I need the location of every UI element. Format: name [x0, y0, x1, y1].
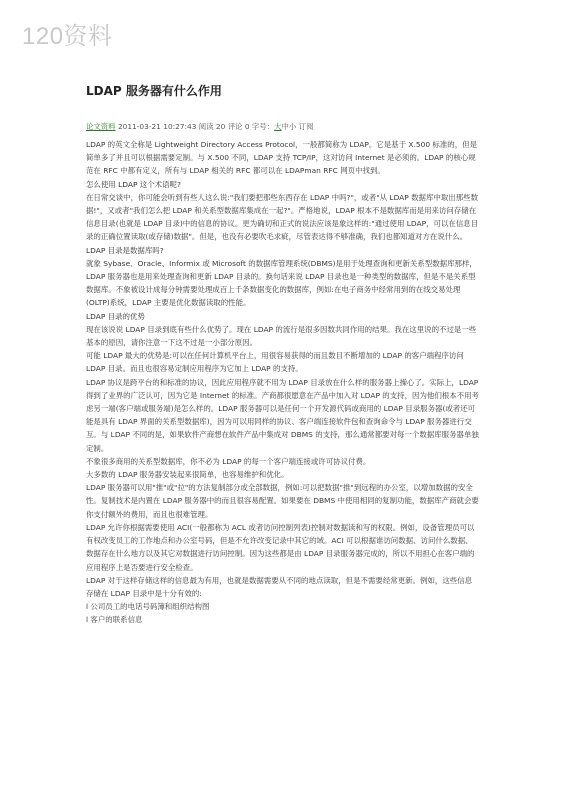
- list-item: l 公司员工的电话号码簿和组织结构图: [86, 602, 210, 612]
- read-count: 阅读 20: [198, 122, 226, 131]
- publish-datetime: 2011-03-21 10:27:43: [117, 122, 197, 131]
- list-item: l 客户的联系信息: [86, 615, 143, 625]
- paragraph: 大多数的 LDAP 服务器安装起来很简单，也容易维护和优化。: [86, 470, 289, 480]
- article-meta: [86, 121, 313, 132]
- section-heading: LDAP 目录是数据库吗?: [86, 245, 164, 255]
- watermark: 120资料: [22, 23, 113, 50]
- subscribe-link[interactable]: 订阅: [298, 122, 314, 131]
- font-size-label: 字号：: [251, 122, 275, 131]
- paragraph: LDAP 的英文全称是 Lightweight Directory Access Protocol，一般都简称为 LDAP。它是基于 X.500 标准的，但是简单多了并且可以根据需要定制。与 X.500 不同，LDAP 支持 TCP/IP，这对访问 Internet 是必须的。LDAP 的核心规范在 RFC 中都有定义，所有与 LDAP 相关的 RFC 都可以在 LDAPman RFC 网页中找到。: [86, 140, 478, 176]
- paragraph: LDAP 允许你根据需要使用 ACI(一般都称为 ACL 或者访问控制列表)控制对数据读和写的权限。例如，设备管理员可以有权改变员工的工作地点和办公室号码，但是不允许改变记录中其它的域。ACI 可以根据谁访问数据、访问什么数据、数据存在什么地方以及其它对数据进行访问控制。因为这些都是由 LDAP 目录服务器完成的，所以不用担心在客户端的应用程序上是否要进行安全检查。: [86, 522, 475, 572]
- font-size-large-link[interactable]: 大: [274, 122, 282, 131]
- paragraph: 在日常交谈中，你可能会听到有些人这么说:"我们要把那些东西存在 LDAP 中吗?"，或者"从 LDAP 数据库中取出那些数据!"，又或者"我们怎么把 LDAP 和关系型数据库集成在一起?"。严格地说，LDAP 根本不是数据库而是用来访问存储在信息目录(也就是 LDAP 目录)中的信息的协议。更为确切和正式的说法应该是象这样的:"通过使用 LDAP，可以在信息目录的正确位置读取(或存储)数据"。但是，也没有必要吹毛求疵，尽管表达得不够准确，我们也都知道对方在说什么。: [86, 192, 479, 242]
- font-size-medium-link[interactable]: 中: [281, 122, 289, 131]
- paragraph: 不象很多商用的关系型数据库，你不必为 LDAP 的每一个客户端连接或许可协议付费。: [86, 456, 371, 466]
- category-link[interactable]: 论文资料: [86, 122, 116, 131]
- font-size-small-link[interactable]: 小: [288, 122, 297, 131]
- paragraph: LDAP 服务器可以用"推"或"拉"的方法复制部分或全部数据，例如:可以把数据"推"到远程的办公室，以增加数据的安全性。复制技术是内置在 LDAP 服务器中的而且很容易配置。如果要在 DBMS 中使用相同的复制功能，数据库产商就会要你支付额外的费用，而且也很难管理。: [86, 483, 479, 519]
- paragraph: 就象 Sybase、Oracle、Informix 或 Microsoft 的数据库管理系统(DBMS)是用于处理查询和更新关系型数据库那样，LDAP 服务器也是用来处理查询和更新 LDAP 目录的。换句话来说 LDAP 目录也是一种类型的数据库，但是不是关系型数据库。不象被设计成每分钟需要处理成百上千条数据变化的数据库，例如:在电子商务中经常用到的在线交易处理(OLTP)系统，LDAP 主要是优化数据读取的性能。: [86, 258, 477, 308]
- paragraph: LDAP 对于这样存储这样的信息最为有用，也就是数据需要从不同的地点读取，但是不需要经常更新。例如，这些信息存储在 LDAP 目录中是十分有效的:: [86, 575, 473, 598]
- paragraph: LDAP 协议是跨平台的和标准的协议，因此应用程序就不用为 LDAP 目录放在什么样的服务器上操心了。实际上，LDAP 得到了业界的广泛认可，因为它是 Internet 的标准。产商都很愿意在产品中加入对 LDAP 的支持，因为他们根本不用考虑另一端(客户端或服务端)是怎么样的。LDAP 服务器可以是任何一个开发源代码或商用的 LDAP 目录服务器(或者还可能是具有 LDAP 界面的关系型数据库)，因为可以用同样的协议、客户端连接软件包和查询命令与 LDAP 服务器进行交互。与 LDAP 不同的是，如果软件产商想在软件产品中集成对 DBMS 的支持，那么通常都要对每一个数据库服务器单独定制。: [86, 377, 479, 453]
- article-title: LDAP 服务器有什么作用: [86, 84, 222, 98]
- article-body: [86, 138, 479, 627]
- paragraph: 现在该说说 LDAP 目录到底有些什么优势了。现在 LDAP 的流行是很多因数共同作用的结果。我在这里说的不过是一些基本的原因，请你注意一下这不过是一小部分原因。: [86, 324, 477, 348]
- section-heading: LDAP 目录的优势: [86, 311, 145, 321]
- paragraph: 可能 LDAP 最大的优势是:可以在任何计算机平台上，用很容易获得的而且数目不断增加的 LDAP 的客户端程序访问 LDAP 目录。而且也很容易定制应用程序为它加上 LDAP 的支持。: [86, 351, 464, 374]
- comment-count: 评论 0: [227, 122, 250, 131]
- section-heading: 怎么使用 LDAP 这个术语呢?: [86, 179, 181, 189]
